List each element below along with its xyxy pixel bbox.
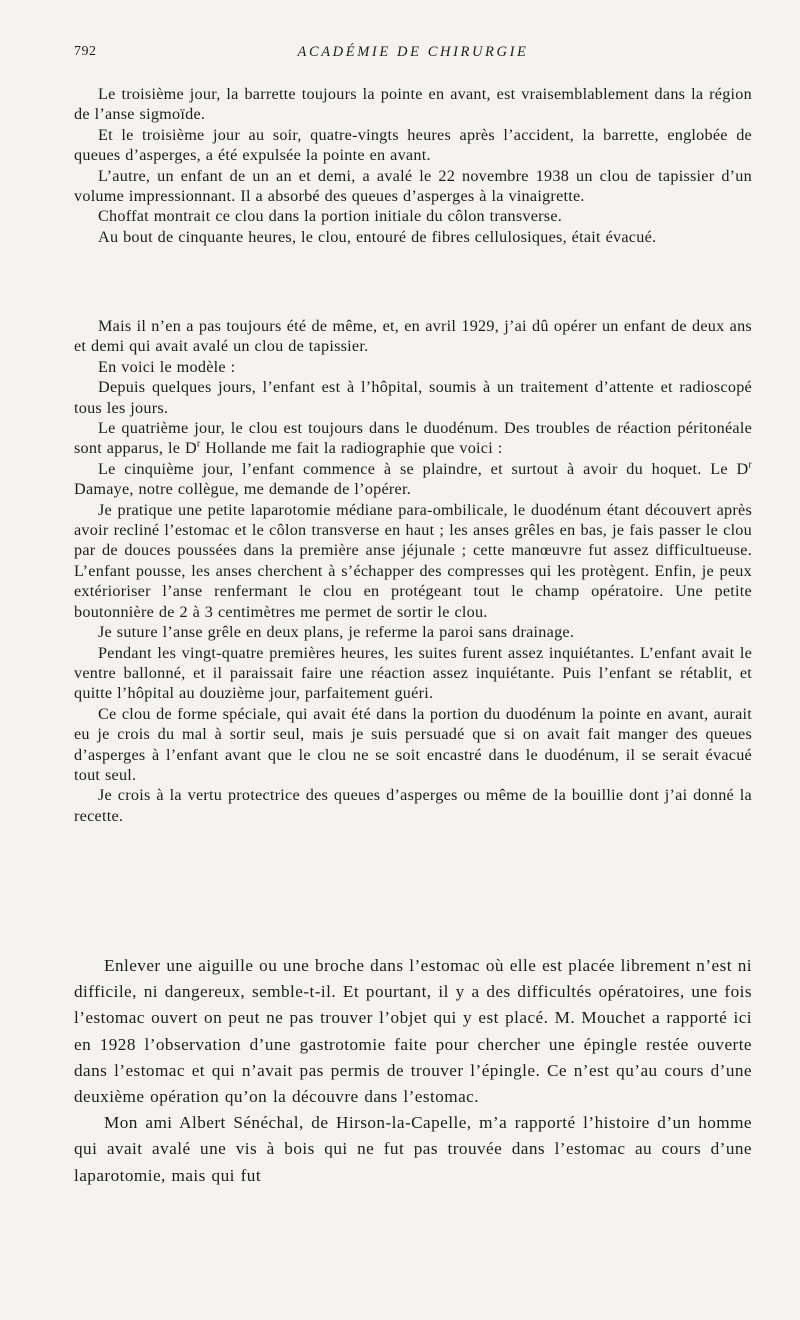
paragraph	[74, 418, 752, 459]
superscript: r	[748, 459, 752, 471]
stomach-foreign-body-section	[74, 953, 752, 1189]
paragraph: Au bout de cinquante heures, le clou, entouré de fibres cellulosiques, était évacué.	[98, 227, 657, 246]
text-run: Damaye, notre collègue, me demande de l’opérer.	[74, 480, 412, 499]
superscript: r	[196, 439, 201, 451]
text-run: Le quatrième jour, le clou est toujours dans le duodénum. Des troubles de réaction péritonéale sont apparus, le D	[74, 419, 752, 458]
paragraph: Je crois à la vertu protectrice des queues d’asperges ou même de la bouillie dont j’ai donné la recette.	[74, 786, 752, 825]
paragraph: Enlever une aiguille ou une broche dans l’estomac où elle est placée librement n’est ni difficile, ni dangereux, semble-t-il. Et pourtant, il y a des difficultés opératoires, une fois l’estomac ouvert on peut ne pas trouver l’objet qui y est placé. M. Mouchet a rapporté ici en 1928 l’observation d’une gastrotomie faite pour chercher une épingle restée ouverte dans l’estomac et qui n’avait pas permis de trouver l’épingle. Ce n’est qu’au cours d’une deuxième opération qu’on la découvre dans l’estomac.	[74, 956, 752, 1107]
paragraph: Je pratique une petite laparotomie médiane para-ombilicale, le duodénum étant découvert après avoir recliné l’estomac et le côlon transverse en haut ; les anses grêles en bas, je fais passer le clou par de douces poussées dans la première anse jéjunale ; cette manœuvre fut assez difficultueuse. L’enfant pousse, les anses cherchent à s’échapper des compresses qui les protègent. Enfin, je peux extérioriser l’anse renfermant le clou en protégeant tout le champ opératoire. Une petite boutonnière de 2 à 3 centimètres me permet de sortir le clou.	[74, 500, 752, 621]
running-title: ACADÉMIE DE CHIRURGIE	[297, 44, 529, 60]
paragraph: Choffat montrait ce clou dans la portion initiale du côlon transverse.	[98, 207, 563, 226]
paragraph: Le troisième jour, la barrette toujours la pointe en avant, est vraisemblablement dans la région de l’anse sigmoïde.	[74, 85, 752, 124]
paragraph: Mais il n’en a pas toujours été de même, et, en avril 1929, j’ai dû opérer un enfant de deux ans et demi qui avait avalé un clou de tapissier.	[74, 317, 752, 356]
text-run: Hollande me fait la radiographie que voici :	[200, 439, 503, 458]
page-number: 792	[74, 44, 97, 59]
paragraph: En voici le modèle :	[98, 357, 236, 376]
page-header	[74, 44, 752, 66]
paragraph: L’autre, un enfant de un an et demi, a avalé le 22 novembre 1938 un clou de tapissier d’un volume impressionnant. Il a absorbé des queues d’asperges à la vinaigrette.	[74, 166, 752, 206]
operated-child-case-section	[74, 316, 752, 826]
text-run: Le cinquième jour, l’enfant commence à se plaindre, et surtout à avoir du hoquet. Le D	[98, 459, 749, 478]
paragraph: Depuis quelques jours, l’enfant est à l’hôpital, soumis à un traitement d’attente et radioscopé tous les jours.	[74, 378, 752, 417]
paragraph: Pendant les vingt-quatre premières heures, les suites furent assez inquiétantes. L’enfant avait le ventre ballonné, et il paraissait faire une réaction assez inquiétante. Puis l’enfant se rétablit, et quitte l’hôpital au douzième jour, parfaitement guéri.	[74, 643, 752, 703]
asparagus-cases-section	[74, 84, 752, 247]
paragraph: Mon ami Albert Sénéchal, de Hirson-la-Capelle, m’a rapporté l’histoire d’un homme qui avait avalé une vis à bois qui ne fut pas trouvée dans l’estomac au cours d’une laparotomie, mais qui fut	[74, 1113, 752, 1185]
paragraph: Ce clou de forme spéciale, qui avait été dans la portion du duodénum la pointe en avant, aurait eu je crois du mal à sortir seul, mais je suis persuadé que si on avait fait manger des queues d’asperges à l’enfant avant que le clou ne se soit encastré dans le duodénum, il se serait évacué tout seul.	[74, 704, 752, 784]
paragraph: Et le troisième jour au soir, quatre-vingts heures après l’accident, la barrette, englobée de queues d’asperges, a été expulsée la pointe en avant.	[74, 125, 752, 165]
paragraph	[74, 459, 752, 500]
paragraph: Je suture l’anse grêle en deux plans, je referme la paroi sans drainage.	[98, 623, 575, 642]
